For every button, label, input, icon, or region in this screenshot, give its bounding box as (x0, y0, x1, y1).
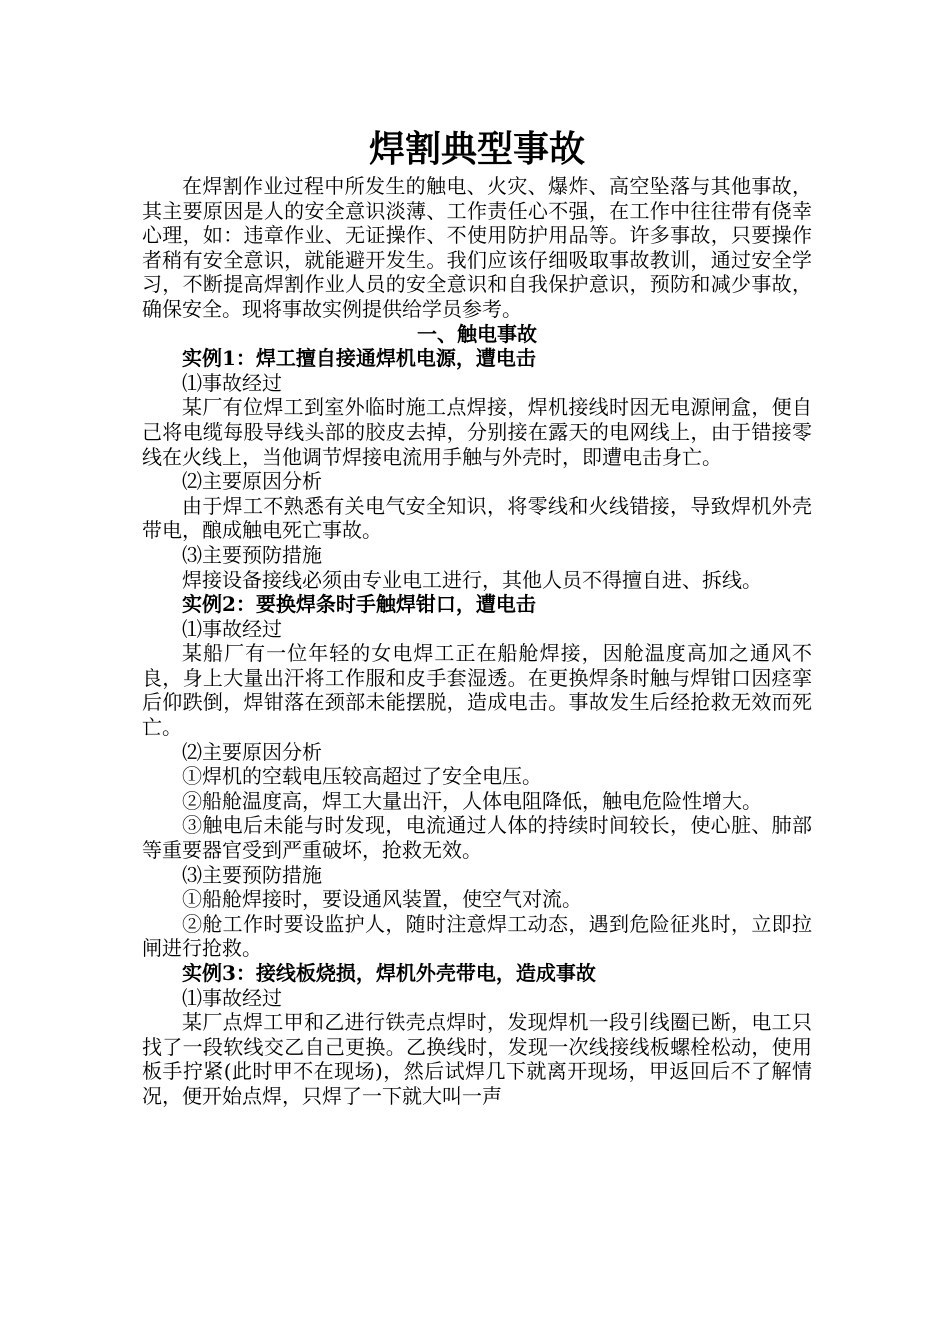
section-heading-electric-shock: 一、触电事故 (417, 321, 537, 346)
case1-subheading-causes: ⑵主要原因分析 (182, 469, 322, 494)
case2-measure-2: ②舱工作时要设监护人，随时注意焊工动态，遇到危险征兆时，立即拉闸进行抢救。 (142, 911, 812, 961)
case1-title: 实例1：焊工擅自接通焊机电源，遭电击 (182, 346, 536, 371)
case2-cause-2: ②船舱温度高，焊工大量出汗，人体电阻降低，触电危险性增大。 (182, 788, 762, 813)
case1-subheading-prevention: ⑶主要预防措施 (182, 542, 322, 567)
case3-title: 实例3：接线板烧损，焊机外壳带电，造成事故 (182, 961, 596, 985)
case1-process-text: 某厂有位焊工到室外临时施工点焊接，焊机接线时因无电源闸盒，便自己将电缆每股导线头部的胶皮去掉，分别接在露天的电网线上，由于错接零线在火线上，当他调节焊接电流用手触与外壳时，即遭电击身亡。 (142, 395, 812, 469)
case1-subheading-process: ⑴事故经过 (182, 370, 282, 395)
case3-subheading-process: ⑴事故经过 (182, 985, 282, 1010)
intro-paragraph: 在焊割作业过程中所发生的触电、火灾、爆炸、高空坠落与其他事故，其主要原因是人的安全意识淡薄、工作责任心不强，在工作中往往带有侥幸心理，如：违章作业、无证操作、不使用防护用品等。许多事故，只要操作者稍有安全意识，就能避开发生。我们应该仔细吸取事故教训，通过安全学习，不断提高焊割作业人员的安全意识和自我保护意识，预防和减少事故，确保安全。现将事故实例提供给学员参考。 (142, 174, 812, 321)
case3-process-text: 某厂点焊工甲和乙进行铁壳点焊时，发现焊机一段引线圈已断，电工只找了一段软线交乙自己更换。乙换线时，发现一次线接线板螺栓松动，使用板手拧紧(此时甲不在现场)，然后试焊几下就离开现场，甲返回后不了解情况，便开始点焊，只焊了一下就大叫一声 (142, 1010, 812, 1108)
case2-cause-1: ①焊机的空载电压较高超过了安全电压。 (182, 764, 542, 789)
page-title: 焊割典型事故 (368, 128, 585, 170)
case2-subheading-prevention: ⑶主要预防措施 (182, 862, 322, 887)
case2-title: 实例2：要换焊条时手触焊钳口，遭电击 (182, 592, 536, 617)
case1-prevention-text: 焊接设备接线必须由专业电工进行，其他人员不得擅自进、拆线。 (182, 567, 762, 592)
case2-measure-1: ①船舱焊接时，要设通风装置，使空气对流。 (182, 887, 582, 912)
case2-subheading-process: ⑴事故经过 (182, 616, 282, 641)
case2-subheading-causes: ⑵主要原因分析 (182, 739, 322, 764)
case1-causes-text: 由于焊工不熟悉有关电气安全知识，将零线和火线错接，导致焊机外壳带电，酿成触电死亡事故。 (142, 493, 812, 543)
case2-cause-3: ③触电后未能与时发现，电流通过人体的持续时间较长，使心脏、肺部等重要器官受到严重破坏，抢救无效。 (142, 813, 812, 863)
case2-process-text: 某船厂有一位年轻的女电焊工正在船舱焊接，因舱温度高加之通风不良，身上大量出汗将工作服和皮手套湿透。在更换焊条时触与焊钳口因痉挛后仰跌倒，焊钳落在颈部未能摆脱，造成电击。事故发生后经抢救无效而死亡。 (142, 641, 812, 740)
document-body (142, 174, 812, 1109)
